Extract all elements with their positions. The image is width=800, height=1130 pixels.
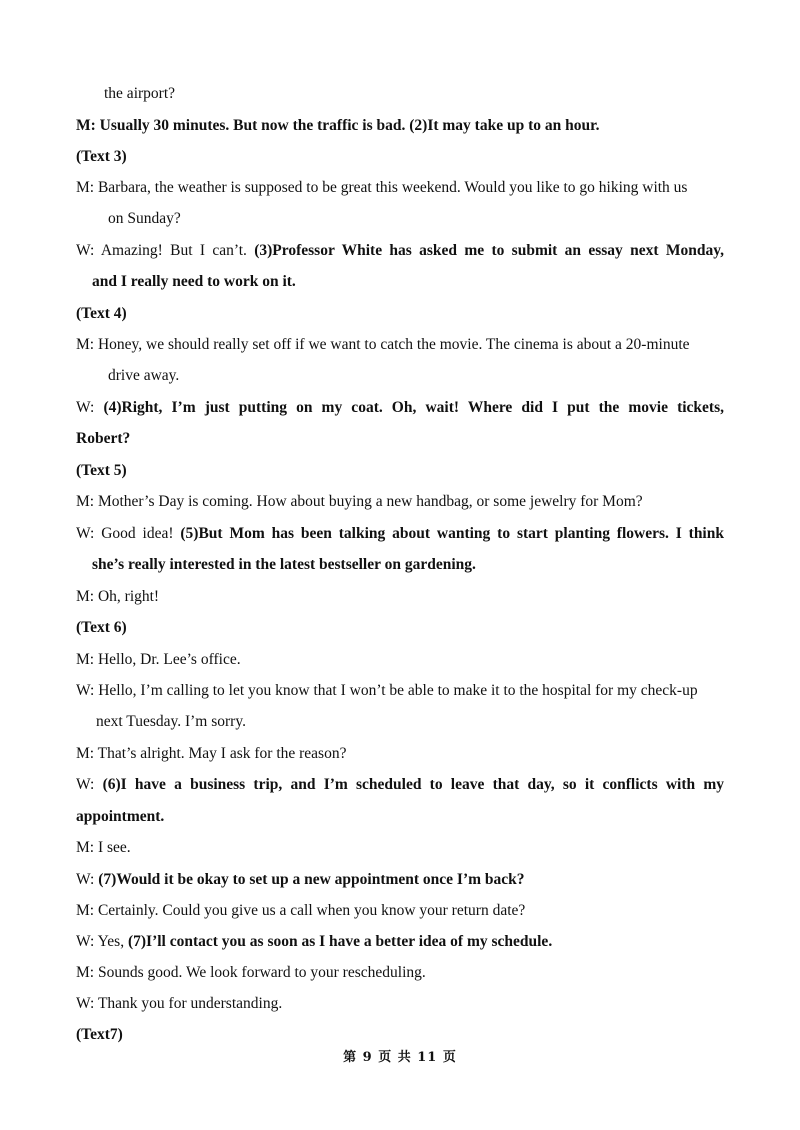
transcript-line: she’s really interested in the latest bestseller on gardening. (92, 556, 476, 573)
transcript-line: W: Thank you for understanding. (76, 995, 283, 1012)
transcript-line: M: Hello, Dr. Lee’s office. (76, 651, 241, 668)
section-heading: (Text 6) (76, 619, 127, 636)
transcript-line (76, 523, 724, 545)
transcript-line: M: Honey, we should really set off if we want to catch the movie. The cinema is about a 20-minute (76, 336, 690, 353)
speaker-text: W: Amazing! But I can’t. (76, 242, 255, 259)
section-heading: (Text 4) (76, 305, 127, 322)
speaker-text: W: (76, 399, 104, 416)
transcript-line: W: Hello, I’m calling to let you know that I won’t be able to make it to the hospital for my check-up (76, 682, 698, 699)
section-heading: (Text 3) (76, 148, 127, 165)
transcript-line (76, 869, 724, 891)
answer-highlight: (5)But Mom has been talking about wanting to start planting flowers. I think (180, 525, 724, 542)
page-number-footer: 第 9 页 共 11 页 (343, 1050, 457, 1065)
answer-highlight: (4)Right, I’m just putting on my coat. Oh, wait! Where did I put the movie tickets, (103, 399, 724, 416)
answer-highlight: (7)I’ll contact you as soon as I have a better idea of my schedule. (127, 933, 553, 950)
answer-highlight: (7)Would it be okay to set up a new appointment once I’m back? (98, 871, 525, 888)
transcript-line: the airport? (104, 85, 176, 102)
speaker-text: W: (76, 776, 103, 793)
transcript-line: M: Usually 30 minutes. But now the traffic is bad. (2)It may take up to an hour. (76, 117, 600, 134)
transcript-line: and I really need to work on it. (92, 273, 296, 290)
transcript-line: M: Oh, right! (76, 588, 160, 605)
transcript-line: M: Certainly. Could you give us a call when you know your return date? (76, 902, 526, 919)
transcript-line: M: Sounds good. We look forward to your rescheduling. (76, 964, 426, 981)
transcript-line (76, 931, 724, 953)
answer-highlight: (6)I have a business trip, and I’m scheduled to leave that day, so it conflicts with my (102, 776, 724, 793)
speaker-text: W: (76, 871, 99, 888)
speaker-text: W: Yes, (76, 933, 128, 950)
transcript-line: appointment. (76, 808, 165, 825)
section-heading: (Text7) (76, 1026, 123, 1043)
transcript-line (76, 240, 724, 262)
transcript-line: Robert? (76, 430, 131, 447)
transcript-line (76, 397, 724, 419)
transcript-line (76, 774, 724, 796)
transcript-line: on Sunday? (108, 210, 181, 227)
transcript-line: drive away. (108, 367, 180, 384)
section-heading: (Text 5) (76, 462, 127, 479)
transcript-line: M: Mother’s Day is coming. How about buying a new handbag, or some jewelry for Mom? (76, 493, 643, 510)
transcript-line: next Tuesday. I’m sorry. (96, 713, 246, 730)
transcript-line: M: That’s alright. May I ask for the reason? (76, 745, 347, 762)
answer-highlight: (3)Professor White has asked me to submit an essay next Monday, (254, 242, 724, 259)
speaker-text: W: Good idea! (76, 525, 181, 542)
transcript-line: M: I see. (76, 839, 131, 856)
transcript-line: M: Barbara, the weather is supposed to be great this weekend. Would you like to go hiking with us (76, 179, 688, 196)
